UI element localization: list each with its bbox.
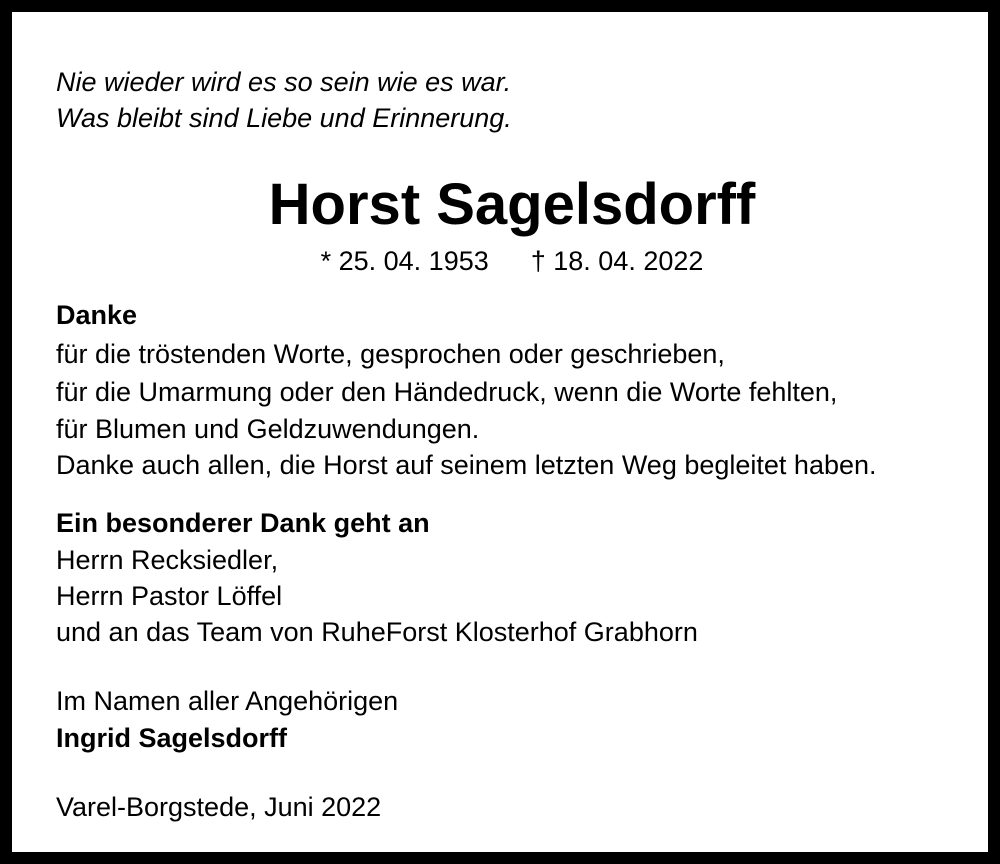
thanks-line: Danke auch allen, die Horst auf seinem letzten Weg begleitet haben. bbox=[56, 450, 877, 480]
thanks-heading: Danke bbox=[56, 300, 138, 330]
birth-date: * 25. 04. 1953 bbox=[320, 246, 489, 276]
place-date: Varel-Borgstede, Juni 2022 bbox=[56, 792, 382, 822]
signature-name: Ingrid Sagelsdorff bbox=[56, 723, 288, 753]
thanks-line: für Blumen und Geldzuwendungen. bbox=[56, 414, 480, 444]
special-thanks-line: Herrn Recksiedler, bbox=[56, 545, 279, 575]
deceased-name: Horst Sagelsdorff bbox=[268, 172, 756, 237]
signature-intro: Im Namen aller Angehörigen bbox=[56, 686, 399, 716]
special-thanks-line: Herrn Pastor Löffel bbox=[56, 581, 283, 611]
thanks-line: für die tröstenden Worte, gesprochen oder geschrieben, bbox=[56, 339, 725, 369]
special-thanks-heading: Ein besonderer Dank geht an bbox=[56, 508, 430, 538]
epigraph-line-2: Was bleibt sind Liebe und Erinnerung. bbox=[56, 103, 512, 133]
life-dates bbox=[12, 243, 1000, 279]
epigraph-line-1: Nie wieder wird es so sein wie es war. bbox=[56, 67, 512, 97]
special-thanks-line: und an das Team von RuheForst Klosterhof Grabhorn bbox=[56, 617, 698, 647]
death-date: † 18. 04. 2022 bbox=[530, 246, 704, 276]
thanks-line: für die Umarmung oder den Händedruck, wenn die Worte fehlten, bbox=[56, 377, 838, 407]
